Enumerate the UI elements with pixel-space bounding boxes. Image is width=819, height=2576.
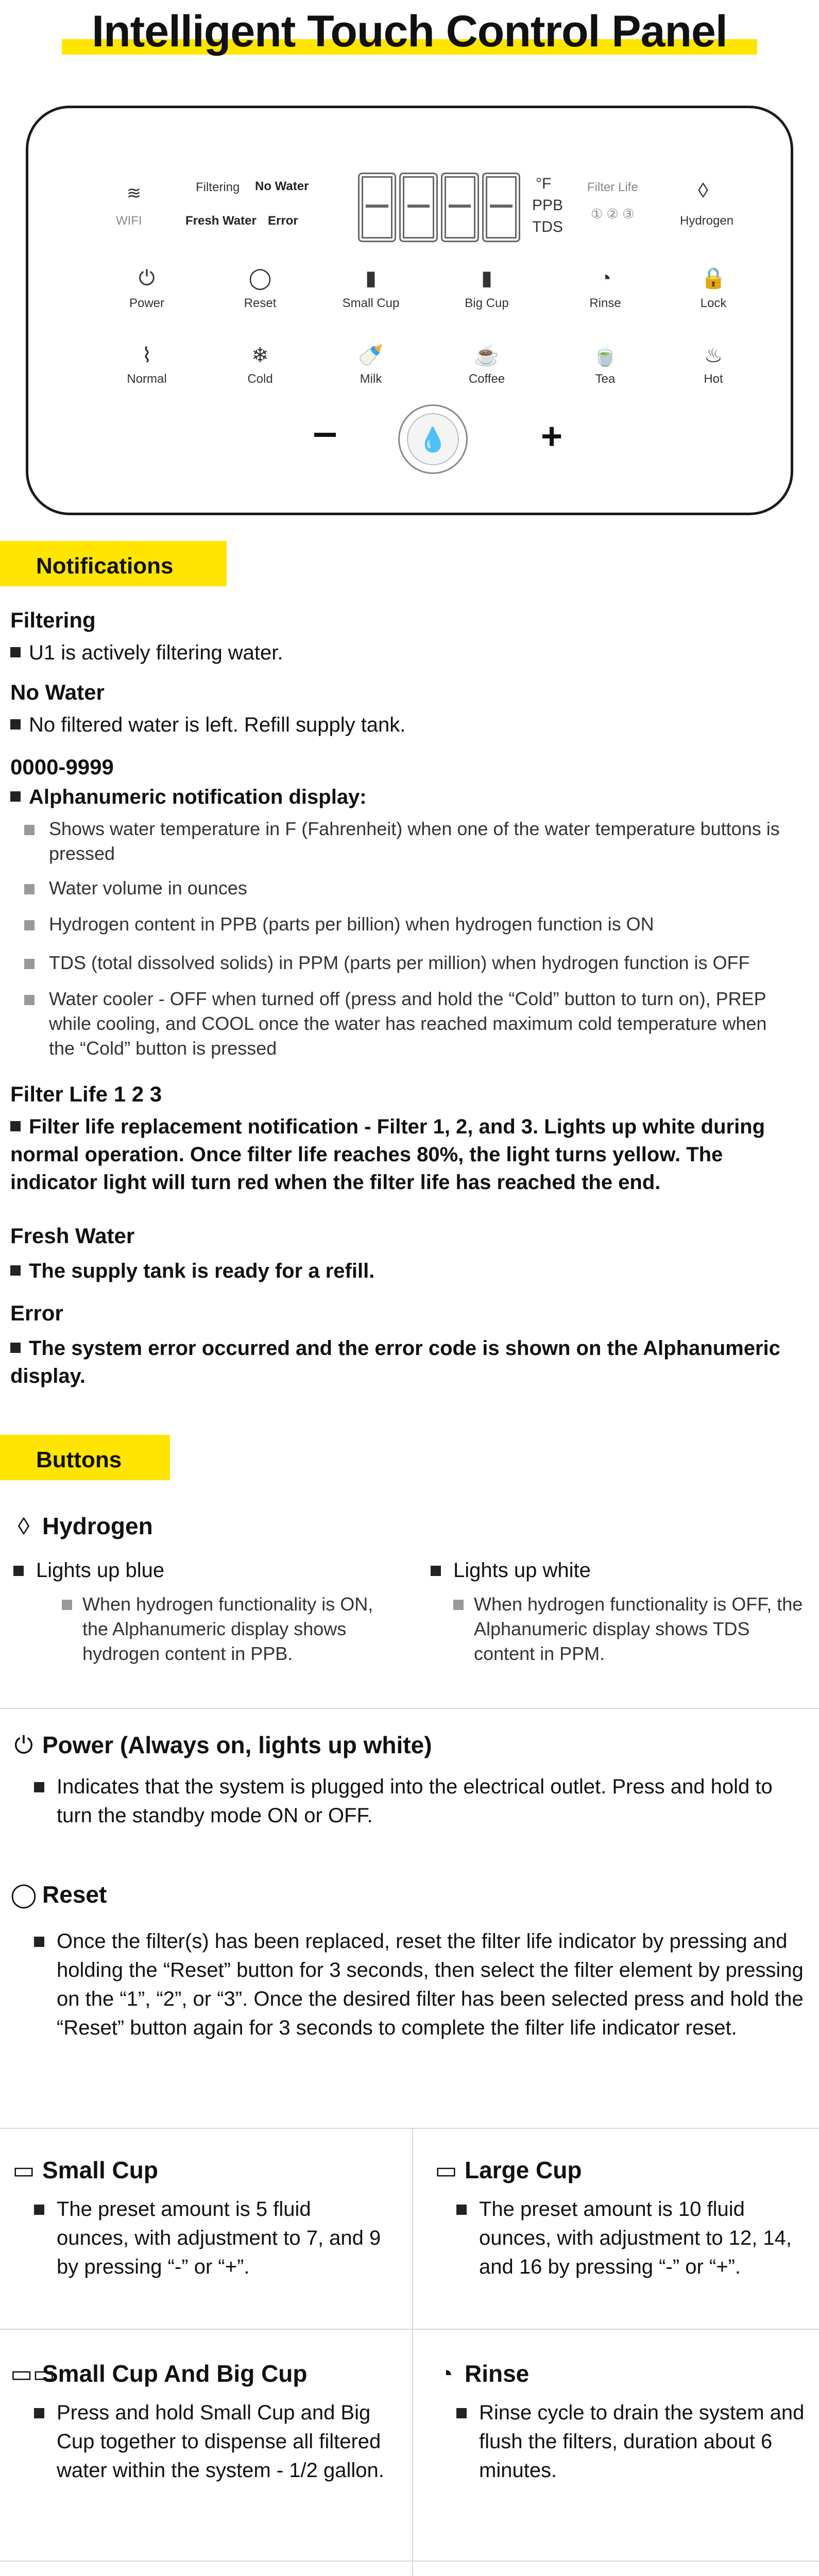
bullet <box>34 1937 44 1947</box>
panel-tea-label: Tea <box>595 372 616 386</box>
reset-text-value: Once the filter(s) has been replaced, reset the filter life indicator by pressing and holding the “Reset” button for 3 seconds, then select the filter element by pressing on the “1”, “2”, or “3”. Once the desired filter has been selected press and hold the “Reset” button again for 3 seconds to complete the filter life indicator reset. <box>57 1930 804 2039</box>
fresh-water-text <box>10 1257 809 1285</box>
panel-hot-label: Hot <box>704 372 723 386</box>
filter-numbers: ① ② ③ <box>591 206 635 222</box>
column-divider <box>412 2128 413 2576</box>
lock-icon[interactable]: 🔒 <box>701 267 726 290</box>
no-water-text <box>10 711 809 739</box>
filtering-text <box>10 639 809 667</box>
small-big-title-text: Small Cup And Big Cup <box>42 2360 308 2387</box>
panel-reset-label: Reset <box>244 296 277 310</box>
filter-life-text-value: Filter life replacement notification - Filter 1, 2, and 3. Lights up white during normal operation. Once filter life reaches 80%, the light turns yellow. The indicator light will turn red when the filter life has reached the end. <box>10 1115 765 1194</box>
rinse-text-value: Rinse cycle to drain the system and flush the filters, duration about 6 minutes. <box>479 2401 805 2482</box>
hydrogen-left-sub <box>82 1592 402 1666</box>
hydrogen-right-main <box>453 1556 804 1585</box>
bullet <box>10 1343 21 1353</box>
bullet <box>456 2408 467 2418</box>
divider <box>0 2329 819 2330</box>
power-title-text: Power (Always on, lights up white) <box>42 1732 432 1758</box>
no-water-indicator: No Water <box>255 179 309 193</box>
fresh-water-text-value: The supply tank is ready for a refill. <box>29 1260 375 1282</box>
bullet <box>456 2205 467 2215</box>
bullet <box>10 719 21 730</box>
ppb-indicator: PPB <box>532 197 564 214</box>
wifi-label: WIFI <box>116 214 142 228</box>
divider <box>0 1708 819 1709</box>
digit-1 <box>358 173 396 242</box>
no-water-text-value: No filtered water is left. Refill supply tank. <box>29 714 406 736</box>
digits-sub-5 <box>49 987 791 1061</box>
error-indicator: Error <box>268 214 298 228</box>
deg-f-indicator: °F <box>536 175 552 192</box>
filter-life-indicator: Filter Life <box>587 180 638 194</box>
panel-big-cup-label: Big Cup <box>465 296 509 310</box>
panel-dispense-button[interactable] <box>398 404 468 474</box>
small-cup-title-text: Small Cup <box>42 2157 158 2183</box>
bullet <box>62 1600 72 1610</box>
bullet <box>24 959 35 969</box>
digits-sub-5-text: Water cooler - OFF when turned off (press and hold the “Cold” button to turn on), PREP while cooling, and COOL once the water has reached maximum cold temperature when the “Cold” button is pressed <box>49 988 767 1059</box>
bullet <box>10 791 21 802</box>
filtering-text-value: U1 is actively filtering water. <box>29 641 283 664</box>
power-text <box>57 1772 804 1830</box>
bullet <box>34 1782 44 1792</box>
filter-life-text <box>10 1113 809 1196</box>
panel-cold-label: Cold <box>247 372 273 386</box>
rinse-title <box>433 2360 529 2387</box>
power-text-value: Indicates that the system is plugged into the electrical outlet. Press and hold to turn the standby mode ON or OFF. <box>57 1775 773 1827</box>
reset-icon[interactable]: ◯ <box>248 267 272 290</box>
error-title: Error <box>10 1301 63 1325</box>
digits-text-value: Alphanumeric notification display: <box>29 786 367 808</box>
tds-indicator: TDS <box>532 218 563 235</box>
large-cup-title-text: Large Cup <box>465 2157 582 2183</box>
panel-small-cup-label: Small Cup <box>342 296 400 310</box>
milk-icon[interactable]: 🍼 <box>358 344 384 367</box>
notifications-header <box>0 541 227 586</box>
divider <box>0 2128 819 2129</box>
rinse-icon[interactable]: ◔ <box>599 267 612 290</box>
small-cup-text <box>57 2195 386 2281</box>
filtering-indicator: Filtering <box>196 180 240 194</box>
buttons-header-label: Buttons <box>36 1447 122 1472</box>
digits-sub-3 <box>49 912 791 937</box>
hydrogen-title-text: Hydrogen <box>42 1513 153 1539</box>
large-cup-title <box>433 2156 582 2184</box>
digit-3 <box>441 173 479 242</box>
title-area <box>0 0 819 67</box>
filtering-title: Filtering <box>10 608 96 632</box>
fresh-water-title: Fresh Water <box>10 1224 135 1248</box>
bullet <box>10 1121 21 1131</box>
water-drop-icon: 💧 <box>418 426 448 453</box>
panel-milk-label: Milk <box>360 372 382 386</box>
digits-title: 0000-9999 <box>10 755 114 779</box>
bullet <box>10 647 21 657</box>
panel-power-label: Power <box>129 296 165 310</box>
power-icon: ⏻ <box>14 1732 33 1758</box>
digits-sub-2 <box>49 876 791 901</box>
reset-icon: ◯ <box>10 1881 37 1908</box>
digits-text <box>10 783 809 811</box>
big-cup-icon[interactable]: ▮ <box>481 267 492 290</box>
no-water-title: No Water <box>10 680 105 704</box>
bullet <box>24 995 35 1005</box>
error-text <box>10 1334 804 1390</box>
hydrogen-icon: ◊ <box>18 1513 30 1539</box>
fresh-water-indicator: Fresh Water <box>185 214 257 228</box>
cold-icon[interactable]: ❄ <box>251 344 269 367</box>
digits-sub-4 <box>49 951 791 975</box>
control-panel <box>26 106 793 515</box>
large-cup-text-value: The preset amount is 10 fluid ounces, with adjustment to 12, 14, and 16 by pressing “-” or “+”. <box>479 2198 792 2278</box>
buttons-header <box>0 1435 170 1480</box>
rinse-icon: ◔ <box>439 2360 453 2387</box>
panel-minus-button[interactable] <box>314 433 336 437</box>
hydrogen-left-main-text: Lights up blue <box>36 1559 165 1582</box>
panel-coffee-label: Coffee <box>468 372 505 386</box>
small-big-text <box>57 2398 386 2485</box>
small-cup-text-value: The preset amount is 5 fluid ounces, with adjustment to 7, and 9 by pressing “-” or “+”. <box>57 2198 381 2278</box>
bullet <box>34 2205 44 2215</box>
hydrogen-icon: ◊ <box>698 179 708 202</box>
digit-4 <box>482 173 520 242</box>
bullet <box>13 1566 24 1576</box>
bullet <box>24 884 35 894</box>
divider <box>0 2561 819 2562</box>
small-big-title <box>10 2360 308 2387</box>
error-text-value: The system error occurred and the error code is shown on the Alphanumeric display. <box>10 1337 780 1387</box>
hydrogen-right-main-text: Lights up white <box>453 1559 591 1582</box>
wifi-icon: ≋ <box>126 183 142 203</box>
hydrogen-left-main <box>36 1556 386 1585</box>
hydrogen-label: Hydrogen <box>680 214 734 228</box>
bullet <box>431 1566 441 1576</box>
hydrogen-title <box>10 1512 153 1540</box>
reset-text <box>57 1927 804 2042</box>
hydrogen-left-sub-text: When hydrogen functionality is ON, the Alphanumeric display shows hydrogen content in PPB. <box>82 1594 373 1664</box>
hydrogen-right-sub-text: When hydrogen functionality is OFF, the Alphanumeric display shows TDS content in PPM. <box>474 1594 803 1664</box>
normal-icon[interactable]: ⌇ <box>142 344 152 367</box>
bullet <box>34 2408 44 2418</box>
bullet <box>10 1265 21 1276</box>
digits-sub-1 <box>49 817 791 866</box>
filter-life-title: Filter Life 1 2 3 <box>10 1082 162 1106</box>
digit-2 <box>399 173 437 242</box>
bullet <box>24 920 35 930</box>
large-cup-text <box>479 2195 809 2281</box>
digits-sub-4-text: TDS (total dissolved solids) in PPM (parts per million) when hydrogen function is OFF <box>49 952 750 973</box>
digits-sub-1-text: Shows water temperature in F (Fahrenheit) when one of the water temperature buttons is pressed <box>49 818 780 864</box>
rinse-title-text: Rinse <box>465 2360 530 2387</box>
bullet <box>24 825 35 835</box>
small-cup-icon[interactable]: ▮ <box>365 267 377 290</box>
reset-title-text: Reset <box>42 1881 107 1908</box>
panel-lock-label: Lock <box>700 296 727 310</box>
power-icon[interactable]: ⏻ <box>139 267 155 290</box>
page-title: Intelligent Touch Control Panel <box>92 7 727 56</box>
digits-sub-3-text: Hydrogen content in PPB (parts per billion) when hydrogen function is ON <box>49 913 654 935</box>
tea-icon[interactable]: 🍵 <box>592 344 618 367</box>
power-title <box>10 1731 432 1760</box>
large-cup-icon: ▭ <box>435 2157 457 2183</box>
small-big-icon: ▭▭ <box>10 2360 55 2387</box>
panel-normal-label: Normal <box>127 372 167 386</box>
rinse-text <box>479 2398 809 2485</box>
alphanumeric-display <box>358 173 520 242</box>
coffee-icon[interactable]: ☕ <box>474 344 500 367</box>
small-big-text-value: Press and hold Small Cup and Big Cup together to dispense all filtered water within the system - 1/2 gallon. <box>57 2401 384 2482</box>
small-cup-title <box>10 2156 158 2184</box>
reset-title <box>10 1880 107 1908</box>
notifications-header-label: Notifications <box>36 553 174 579</box>
small-cup-icon: ▭ <box>12 2157 35 2183</box>
digits-sub-2-text: Water volume in ounces <box>49 877 247 899</box>
panel-rinse-label: Rinse <box>589 296 621 310</box>
hydrogen-right-sub <box>474 1592 804 1666</box>
panel-plus-button[interactable]: + <box>541 416 563 457</box>
bullet <box>453 1600 464 1610</box>
hot-icon[interactable]: ♨ <box>704 344 723 367</box>
